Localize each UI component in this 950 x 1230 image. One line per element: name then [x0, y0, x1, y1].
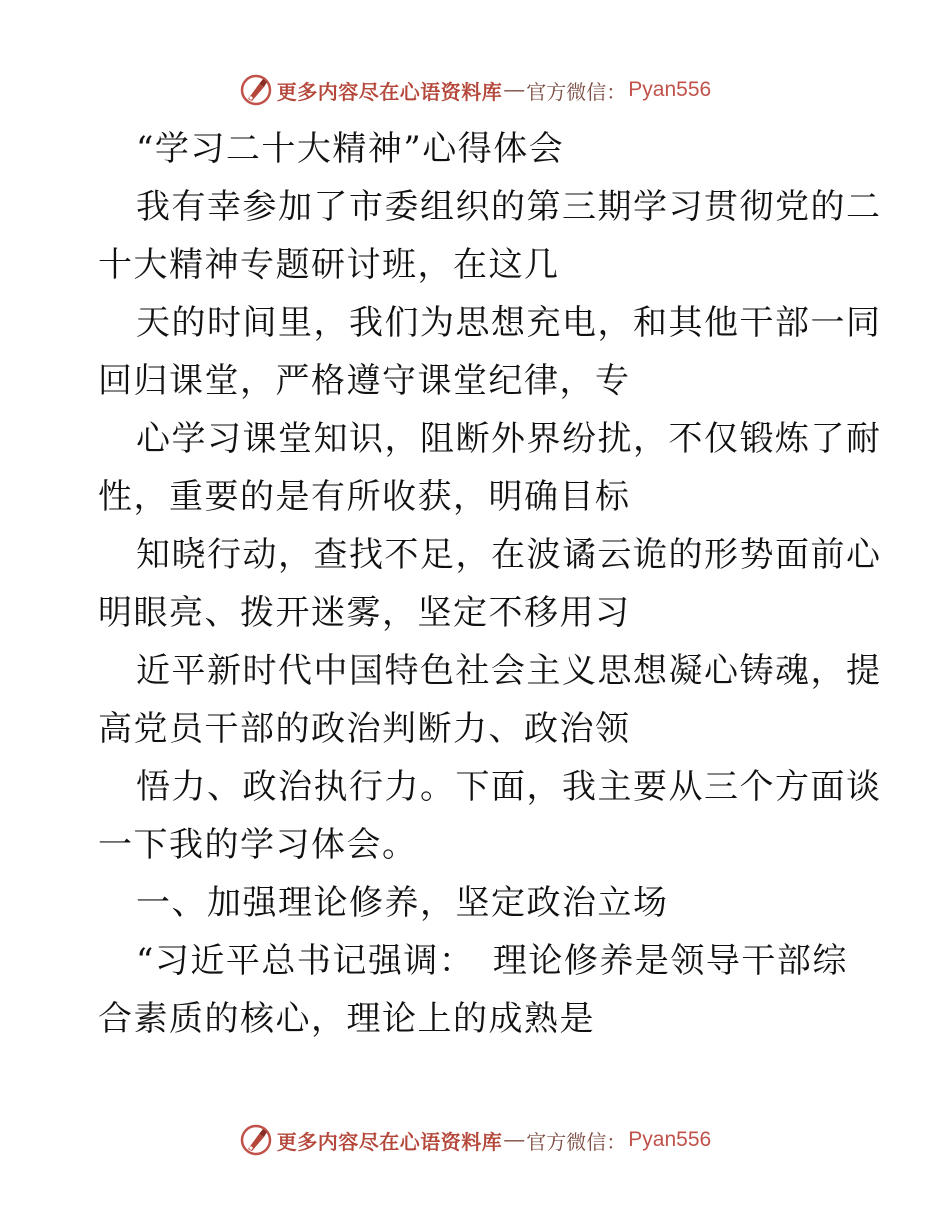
header-banner	[0, 70, 950, 110]
footer-separator: —	[504, 1128, 525, 1151]
paragraph-line: 我有幸参加了市委组织的第三期学习贯彻党的二	[136, 187, 882, 227]
footer-banner	[0, 1120, 950, 1160]
paragraph-line: 一下我的学习体会。	[98, 825, 418, 865]
paragraph-line: 天的时间里，我们为思想充电，和其他干部一同	[136, 303, 882, 343]
section-heading: 一、加强理论修养，坚定政治立场	[136, 883, 669, 923]
paragraph-line: 心学习课堂知识，阻断外界纷扰，不仅锻炼了耐	[136, 419, 882, 459]
document-body	[98, 120, 882, 1048]
paragraph-line: 高党员干部的政治判断力、政治领	[98, 709, 631, 749]
paragraph-line: 近平新时代中国特色社会主义思想凝心铸魂，提	[136, 651, 882, 691]
footer-wechat-label: 官方微信：	[526, 1129, 627, 1154]
document-title: “学习二十大精神”心得体会	[136, 129, 565, 169]
paragraph-line: 性，重要的是有所收获，明确目标	[98, 477, 631, 517]
paragraph-line: 知晓行动，查找不足，在波谲云诡的形势面前心	[136, 535, 882, 575]
footer-wechat-handle: Pyan556	[628, 1128, 712, 1151]
footer-brand-text: 更多内容尽在心语资料库	[276, 1129, 503, 1154]
pen-nib-logo-icon	[239, 1123, 273, 1157]
header-wechat-label: 官方微信：	[526, 79, 627, 104]
paragraph-line: 悟力、政治执行力。下面，我主要从三个方面谈	[136, 767, 882, 807]
header-wechat-handle: Pyan556	[628, 78, 712, 101]
paragraph-line: 明眼亮、拨开迷雾，坚定不移用习	[98, 593, 631, 633]
paragraph-line: 十大精神专题研讨班，在这几	[98, 245, 560, 285]
pen-nib-logo-icon	[239, 73, 273, 107]
paragraph-line: 合素质的核心，理论上的成熟是	[98, 999, 595, 1039]
header-brand-text: 更多内容尽在心语资料库	[276, 79, 503, 104]
paragraph-line: “习近平总书记强调： 理论修养是领导干部综	[136, 941, 848, 981]
header-separator: —	[504, 78, 525, 101]
paragraph-line: 回归课堂，严格遵守课堂纪律，专	[98, 361, 631, 401]
